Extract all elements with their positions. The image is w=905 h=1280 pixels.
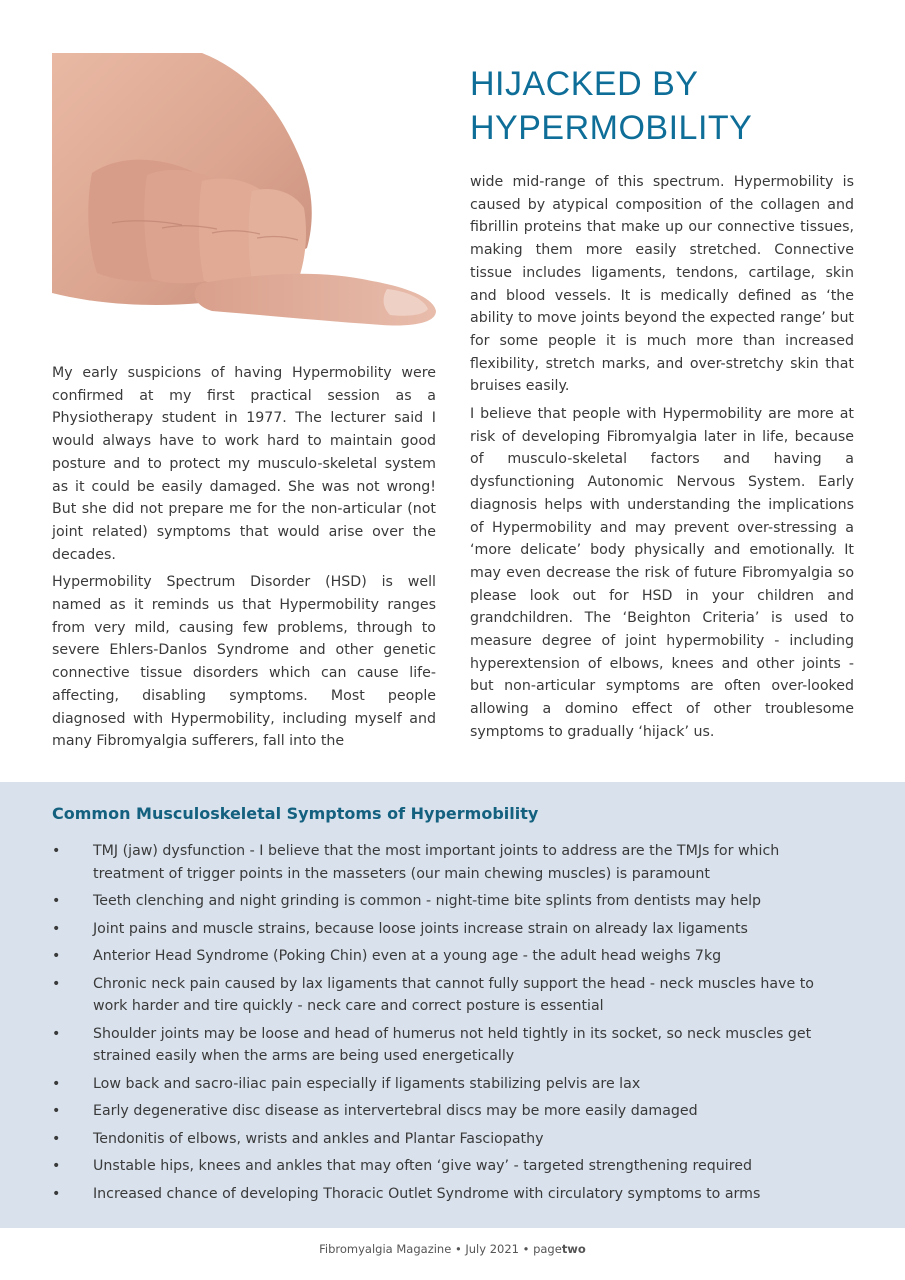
list-item-text: Early degenerative disc disease as intervertebral discs may be more easily damaged xyxy=(93,1103,698,1119)
list-item-text: Increased chance of developing Thoracic Outlet Syndrome with circulatory symptoms to arms xyxy=(93,1185,761,1202)
symptoms-list xyxy=(52,840,842,1210)
bullet: • xyxy=(52,975,61,992)
bullet: • xyxy=(52,1075,61,1092)
list-item xyxy=(52,1073,842,1096)
footer-text: Fibromyalgia Magazine • July 2021 • page xyxy=(319,1242,562,1256)
left-paragraph-2: Hypermobility Spectrum Disorder (HSD) is well named as it reminds us that Hypermobility ranges from very mild, causing few problems, through to severe Ehlers-Danlos Syndrome and other genetic connective tissue disorders which can cause life-affecting, disabling symptoms. Most people diagnosed with Hypermobility, including myself and many Fibromyalgia sufferers, fall into the xyxy=(52,574,436,750)
clenched-fist-photo xyxy=(52,53,436,330)
list-item-text: Shoulder joints may be loose and head of humerus not held tightly in its socket, so neck muscles get strained easily when the arms are being used energetically xyxy=(93,1025,812,1064)
bullet: • xyxy=(52,948,61,964)
symptoms-heading: Common Musculoskeletal Symptoms of Hypermobility xyxy=(52,804,539,823)
bullet: • xyxy=(52,1130,61,1147)
list-item-text: Anterior Head Syndrome (Poking Chin) even at a young age - the adult head weighs 7kg xyxy=(93,948,722,964)
title-line-1: HIJACKED BY xyxy=(470,65,699,103)
bullet: • xyxy=(52,920,61,937)
list-item-text: Teeth clenching and night grinding is common - night-time bite splints from dentists may help xyxy=(93,893,762,909)
list-item xyxy=(52,1183,842,1206)
list-item xyxy=(52,1100,842,1123)
bullet: • xyxy=(52,843,61,859)
list-item-text: Low back and sacro-iliac pain especially if ligaments stabilizing pelvis are lax xyxy=(93,1075,641,1092)
article-title xyxy=(470,62,870,150)
bullet: • xyxy=(52,1025,61,1042)
left-column xyxy=(52,362,436,758)
list-item-text: TMJ (jaw) dysfunction - I believe that the most important joints to address are the TMJs for which treatment of trigger points in the masseters (our main chewing muscles) is paramount xyxy=(93,843,780,882)
list-item xyxy=(52,890,842,913)
symptoms-panel xyxy=(0,782,905,1228)
bullet: • xyxy=(52,1158,61,1174)
footer-page-number: two xyxy=(561,1242,586,1256)
list-item xyxy=(52,918,842,941)
title-line-2: HYPERMOBILITY xyxy=(470,109,753,147)
list-item-text: Tendonitis of elbows, wrists and ankles and Plantar Fasciopathy xyxy=(93,1130,544,1147)
list-item-text: Chronic neck pain caused by lax ligaments that cannot fully support the head - neck muscles have to work harder and tire quickly - neck care and correct posture is essential xyxy=(93,975,814,1014)
left-paragraph-1: My early suspicions of having Hypermobility were confirmed at my first practical session as a Physiotherapy student in 1977. The lecturer said I would always have to work hard to maintain good posture and to protect my musculo-skeletal system as it could be easily damaged. She was not wrong! But she did not prepare me for the non-articular (not joint related) symptoms that would arise over the decades. xyxy=(52,365,436,563)
right-paragraph-1: wide mid-range of this spectrum. Hypermobility is caused by atypical composition of the collagen and fibrillin proteins that make up our connective tissues, making them more easily stretched. Connective tissue includes ligaments, tendons, cartilage, skin and blood vessels. It is medically defined as ‘the ability to move joints beyond the expected range’ but for some people it is much more than increased flexibility, stretch marks, and over-stretchy skin that bruises easily. xyxy=(470,174,854,395)
list-item-text: Joint pains and muscle strains, because loose joints increase strain on already lax ligaments xyxy=(93,920,748,937)
list-item xyxy=(52,840,842,885)
list-item xyxy=(52,1023,842,1068)
right-paragraph-2: I believe that people with Hypermobility are more at risk of developing Fibromyalgia later in life, because of musculo-skeletal factors and having a dysfunctioning Autonomic Nervous System. Early diagnosis helps with understanding the implications of Hypermobility and may prevent over-stressing a ‘more delicate’ body physically and emotionally. It may even decrease the risk of future Fibromyalgia so please look out for HSD in your children and grandchildren. The ‘Beighton Criteria’ is used to measure degree of joint hypermobility - including hyperextension of elbows, knees and other joints - but non-articular symptoms are often over-looked allowing a domino effect of other troublesome symptoms to gradually ‘hijack’ us. xyxy=(470,406,854,740)
right-column xyxy=(470,171,854,749)
list-item xyxy=(52,945,842,968)
page-footer xyxy=(0,1241,905,1257)
bullet: • xyxy=(52,1103,61,1119)
list-item xyxy=(52,973,842,1018)
list-item-text: Unstable hips, knees and ankles that may often ‘give way’ - targeted strengthening required xyxy=(93,1158,752,1174)
bullet: • xyxy=(52,893,61,909)
list-item xyxy=(52,1128,842,1151)
list-item xyxy=(52,1155,842,1178)
bullet: • xyxy=(52,1185,61,1202)
